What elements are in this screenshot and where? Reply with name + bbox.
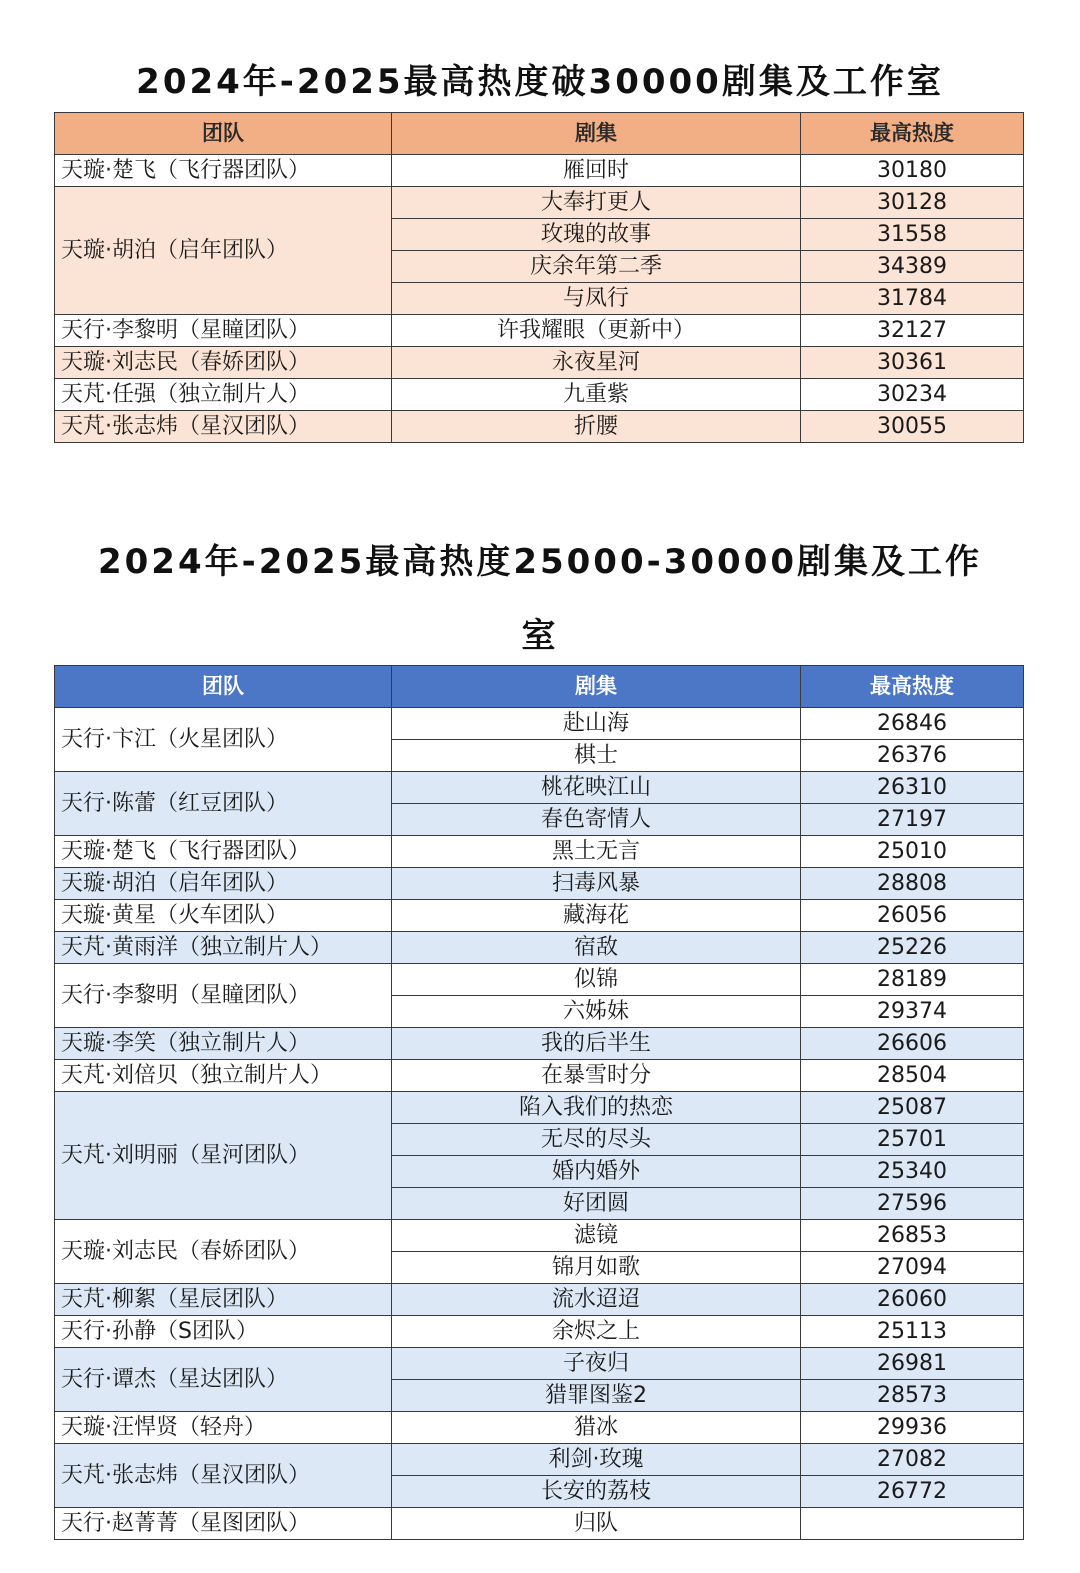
table-row <box>55 1316 1024 1348</box>
header-team: 团队 <box>55 666 392 708</box>
table-header-row <box>55 113 1024 155</box>
team-cell: 天行·赵菁菁（星图团队） <box>55 1508 392 1540</box>
peak-heat-cell: 30180 <box>801 155 1024 187</box>
team-cell: 天芃·黄雨洋（独立制片人） <box>55 932 392 964</box>
team-cell: 天璇·李笑（独立制片人） <box>55 1028 392 1060</box>
peak-heat-cell: 25340 <box>801 1156 1024 1188</box>
team-cell: 天行·李黎明（星瞳团队） <box>55 315 392 347</box>
team-cell: 天芃·柳絮（星辰团队） <box>55 1284 392 1316</box>
peak-heat-cell: 32127 <box>801 315 1024 347</box>
team-cell: 天行·卞江（火星团队） <box>55 708 392 772</box>
drama-cell: 我的后半生 <box>392 1028 801 1060</box>
drama-cell: 宿敌 <box>392 932 801 964</box>
drama-cell: 似锦 <box>392 964 801 996</box>
table-row <box>55 347 1024 379</box>
table-row <box>55 1284 1024 1316</box>
drama-cell: 长安的荔枝 <box>392 1476 801 1508</box>
table-row <box>55 1220 1024 1252</box>
peak-heat-cell: 30128 <box>801 187 1024 219</box>
peak-heat-cell: 26310 <box>801 772 1024 804</box>
peak-heat-cell: 31784 <box>801 283 1024 315</box>
drama-cell: 余烬之上 <box>392 1316 801 1348</box>
team-cell: 天璇·楚飞（飞行器团队） <box>55 836 392 868</box>
peak-heat-cell: 27197 <box>801 804 1024 836</box>
peak-heat-cell <box>801 1508 1024 1540</box>
table-row <box>55 964 1024 996</box>
table-row <box>55 1412 1024 1444</box>
header-peak-heat: 最高热度 <box>801 666 1024 708</box>
peak-heat-cell: 25226 <box>801 932 1024 964</box>
team-cell: 天璇·刘志民（春娇团队） <box>55 1220 392 1284</box>
drama-cell: 好团圆 <box>392 1188 801 1220</box>
table-row <box>55 187 1024 219</box>
table-row <box>55 1444 1024 1476</box>
team-cell: 天芃·张志炜（星汉团队） <box>55 1444 392 1508</box>
team-cell: 天璇·黄星（火车团队） <box>55 900 392 932</box>
drama-cell: 子夜归 <box>392 1348 801 1380</box>
drama-cell: 赴山海 <box>392 708 801 740</box>
peak-heat-cell: 27094 <box>801 1252 1024 1284</box>
title-25000-30000-wrap: 室 <box>521 616 559 656</box>
drama-cell: 婚内婚外 <box>392 1156 801 1188</box>
peak-heat-cell: 28189 <box>801 964 1024 996</box>
table-row <box>55 932 1024 964</box>
title-breaking-30000: 2024年-2025最高热度破30000剧集及工作室 <box>136 62 944 102</box>
drama-cell: 无尽的尽头 <box>392 1124 801 1156</box>
peak-heat-cell: 28504 <box>801 1060 1024 1092</box>
drama-cell: 六姊妹 <box>392 996 801 1028</box>
table-row <box>55 1508 1024 1540</box>
table-row <box>55 1060 1024 1092</box>
peak-heat-cell: 31558 <box>801 219 1024 251</box>
peak-heat-cell: 26606 <box>801 1028 1024 1060</box>
header-drama: 剧集 <box>392 666 801 708</box>
drama-cell: 在暴雪时分 <box>392 1060 801 1092</box>
team-cell: 天璇·胡泊（启年团队） <box>55 187 392 315</box>
table-row <box>55 1028 1024 1060</box>
peak-heat-cell: 26853 <box>801 1220 1024 1252</box>
peak-heat-cell: 30234 <box>801 379 1024 411</box>
table-row <box>55 868 1024 900</box>
table-header-row <box>55 666 1024 708</box>
drama-cell: 棋士 <box>392 740 801 772</box>
team-cell: 天芃·刘倍贝（独立制片人） <box>55 1060 392 1092</box>
drama-cell: 春色寄情人 <box>392 804 801 836</box>
header-team: 团队 <box>55 113 392 155</box>
peak-heat-cell: 25701 <box>801 1124 1024 1156</box>
peak-heat-cell: 26056 <box>801 900 1024 932</box>
team-cell: 天璇·楚飞（飞行器团队） <box>55 155 392 187</box>
table-row <box>55 379 1024 411</box>
team-cell: 天芃·张志炜（星汉团队） <box>55 411 392 443</box>
team-cell: 天璇·胡泊（启年团队） <box>55 868 392 900</box>
header-peak-heat: 最高热度 <box>801 113 1024 155</box>
drama-cell: 永夜星河 <box>392 347 801 379</box>
peak-heat-cell: 30361 <box>801 347 1024 379</box>
table-row <box>55 155 1024 187</box>
table-row <box>55 1348 1024 1380</box>
team-cell: 天璇·刘志民（春娇团队） <box>55 347 392 379</box>
drama-cell: 归队 <box>392 1508 801 1540</box>
team-cell: 天行·孙静（S团队） <box>55 1316 392 1348</box>
peak-heat-cell: 26060 <box>801 1284 1024 1316</box>
drama-cell: 大奉打更人 <box>392 187 801 219</box>
peak-heat-cell: 29374 <box>801 996 1024 1028</box>
peak-heat-cell: 25087 <box>801 1092 1024 1124</box>
peak-heat-cell: 28808 <box>801 868 1024 900</box>
peak-heat-cell: 25113 <box>801 1316 1024 1348</box>
drama-cell: 折腰 <box>392 411 801 443</box>
drama-cell: 玫瑰的故事 <box>392 219 801 251</box>
drama-cell: 流水迢迢 <box>392 1284 801 1316</box>
peak-heat-cell: 25010 <box>801 836 1024 868</box>
table-row <box>55 411 1024 443</box>
peak-heat-cell: 26376 <box>801 740 1024 772</box>
table-row <box>55 900 1024 932</box>
peak-heat-cell: 27596 <box>801 1188 1024 1220</box>
peak-heat-cell: 28573 <box>801 1380 1024 1412</box>
table-row <box>55 836 1024 868</box>
peak-heat-cell: 26846 <box>801 708 1024 740</box>
drama-cell: 锦月如歌 <box>392 1252 801 1284</box>
drama-cell: 与凤行 <box>392 283 801 315</box>
peak-heat-cell: 27082 <box>801 1444 1024 1476</box>
table-above-30000 <box>54 112 1024 443</box>
team-cell: 天璇·汪悍贤（轻舟） <box>55 1412 392 1444</box>
peak-heat-cell: 26981 <box>801 1348 1024 1380</box>
table-row <box>55 708 1024 740</box>
peak-heat-cell: 34389 <box>801 251 1024 283</box>
drama-cell: 扫毒风暴 <box>392 868 801 900</box>
header-drama: 剧集 <box>392 113 801 155</box>
table-25000-30000 <box>54 665 1024 1540</box>
drama-cell: 藏海花 <box>392 900 801 932</box>
drama-cell: 庆余年第二季 <box>392 251 801 283</box>
drama-cell: 雁回时 <box>392 155 801 187</box>
drama-cell: 九重紫 <box>392 379 801 411</box>
peak-heat-cell: 26772 <box>801 1476 1024 1508</box>
table-row <box>55 772 1024 804</box>
drama-cell: 滤镜 <box>392 1220 801 1252</box>
team-cell: 天芃·任强（独立制片人） <box>55 379 392 411</box>
peak-heat-cell: 30055 <box>801 411 1024 443</box>
drama-cell: 利剑·玫瑰 <box>392 1444 801 1476</box>
drama-cell: 桃花映江山 <box>392 772 801 804</box>
team-cell: 天行·谭杰（星达团队） <box>55 1348 392 1412</box>
table-row <box>55 1092 1024 1124</box>
table-row <box>55 315 1024 347</box>
team-cell: 天行·陈蕾（红豆团队） <box>55 772 392 836</box>
drama-cell: 黑土无言 <box>392 836 801 868</box>
peak-heat-cell: 29936 <box>801 1412 1024 1444</box>
drama-cell: 陷入我们的热恋 <box>392 1092 801 1124</box>
team-cell: 天芃·刘明丽（星河团队） <box>55 1092 392 1220</box>
drama-cell: 猎冰 <box>392 1412 801 1444</box>
title-25000-30000: 2024年-2025最高热度25000-30000剧集及工作 <box>97 542 983 582</box>
drama-cell: 许我耀眼（更新中） <box>392 315 801 347</box>
drama-cell: 猎罪图鉴2 <box>392 1380 801 1412</box>
team-cell: 天行·李黎明（星瞳团队） <box>55 964 392 1028</box>
